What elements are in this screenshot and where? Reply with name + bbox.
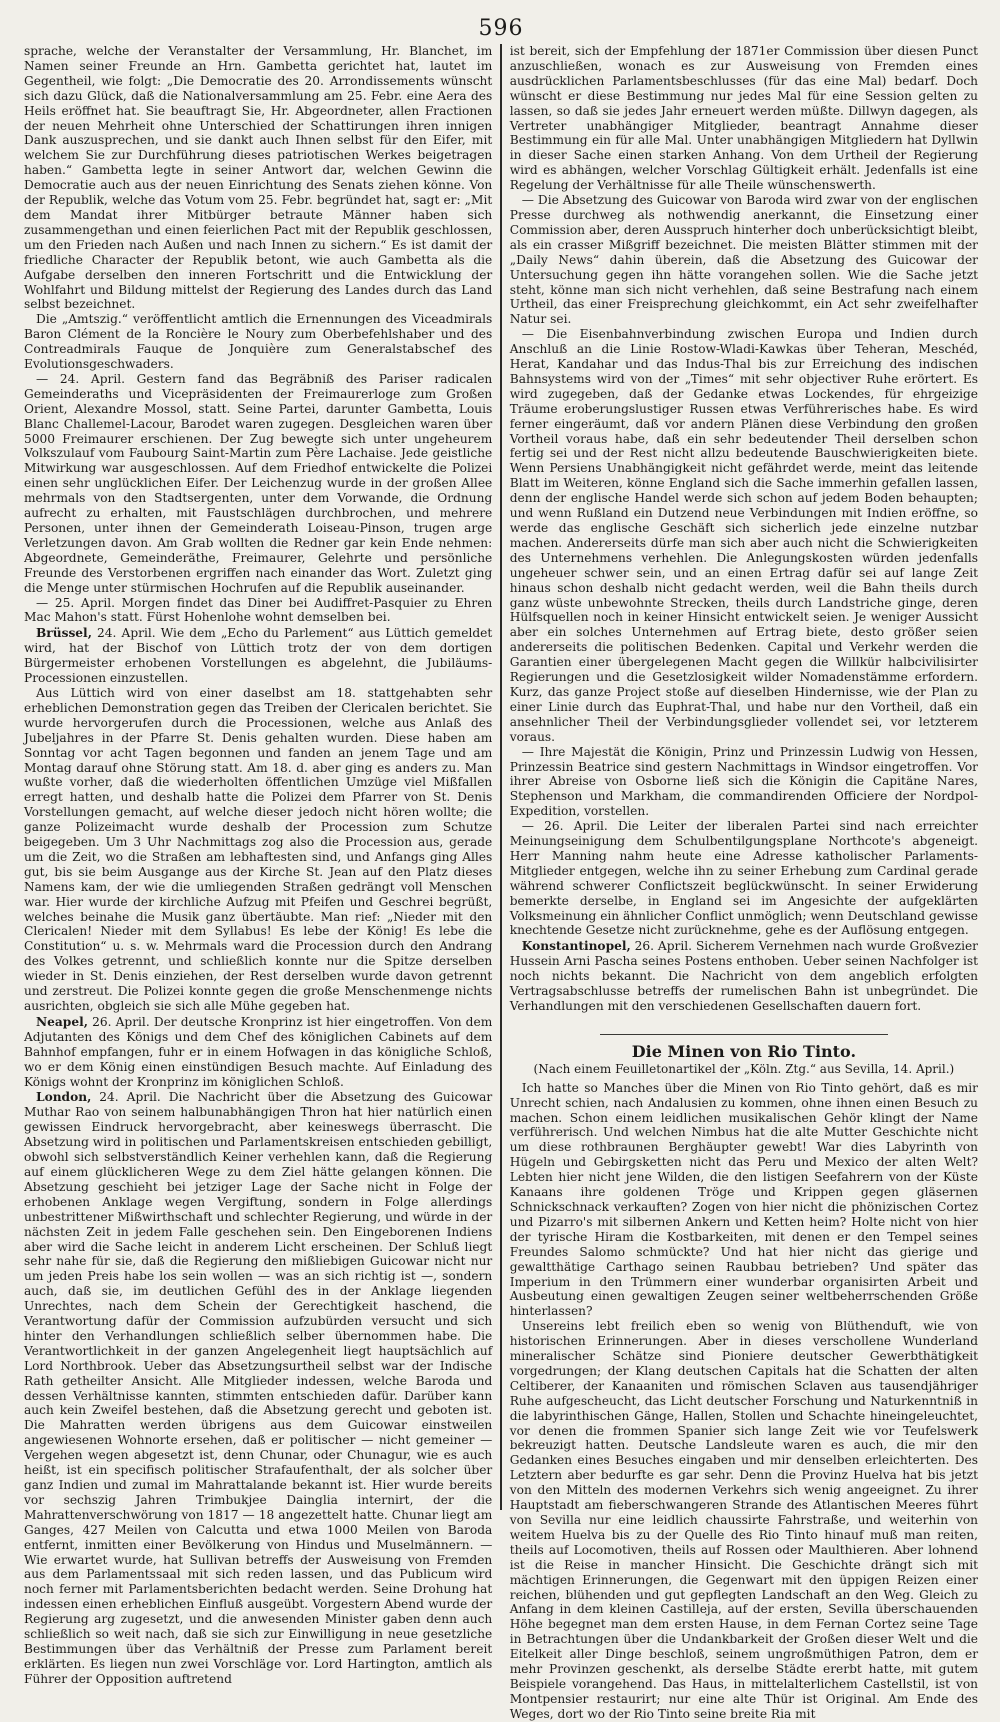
article-paragraph: — 24. April. Gestern fand das Begräbniß des Pariser radicalen Gemeinderaths und Vicepräsidenten der Freimaurerloge zum Großen Orient, Alexandre Mossol, statt. Seine Partei, darunter Gambetta, Louis Blanc Challemel-Lacour, Barodet waren zugegen. Desgleichen waren über 5000 Freimaurer erschienen. Der Zug bewegte sich unter ungeheurem Volkszulauf vom Faubourg Saint-Martin zum Père Lachaise. Jede geistliche Mitwirkung war ausgeschlossen. Auf dem Friedhof entwickelte die Polizei einen sehr unglücklichen Eifer. Der Leichenzug wurde in der großen Allee mehrmals von den Stadtsergenten, unter dem Vorwande, die Ordnung aufrecht zu erhalten, mit Faustschlägen durchbrochen, und mehrere Personen, unter ihnen der Gemeinderath Loiseau-Pinson, trugen arge Verletzungen davon. Am Grab wollten die Redner gar kein Ende nehmen: Abgeordnete, Gemeinderäthe, Freimaurer, Gelehrte und persönliche Freunde des Verstorbenen ergriffen nach einander das Wort. Zuletzt ging die Menge unter stürmischen Hochrufen auf die Republik auseinander. <box>24 371 493 595</box>
column-divider <box>500 44 501 1510</box>
article-paragraph: — Die Absetzung des Guicowar von Baroda wird zwar von der englischen Presse durchweg als nothwendig anerkannt, die Einsetzung einer Commission aber, deren Ausspruch hinterher doch unberücksichtigt bleibt, als ein crasser Mißgriff bezeichnet. Die meisten Blätter stimmen mit der „Daily News“ dahin überein, daß die Absetzung des Guicowar der Untersuchung gegen ihn hätte vorangehen sollen. Wie die Sache jetzt steht, könne man sich nicht verhehlen, daß seine Bestrafung nach einem Urtheil, das einer Freisprechung gleichkommt, ein Act sehr zweifelhafter Natur sei. <box>509 193 979 327</box>
article-paragraph: — Ihre Majestät die Königin, Prinz und Prinzessin Ludwig von Hessen, Prinzessin Beatrice sind gestern Nachmittags in Windsor eingetroffen. Vor ihrer Abreise von Osborne ließ sich die Königin die Capitäne Nares, Stephenson und Markham, die commandirenden Officiere der Nordpol-Expedition, vorstellen. <box>509 744 979 819</box>
dispatch-london <box>24 1090 492 1686</box>
dateline-place: Brüssel, <box>36 626 92 641</box>
dateline-place: Neapel, <box>36 1014 88 1029</box>
feuilleton-title: Die Minen von Rio Tinto. <box>631 1041 857 1061</box>
feuilleton-paragraph: Unsereins lebt freilich eben so wenig von Blüthenduft, wie von historischen Erinnerungen. Aber in dieses verschollene Wunderland mineralischer Schätze sind Pioniere deutscher Gewerbthätigkeit vorgedrungen; der Klang deutschen Capitals hat die Schatten der alten Celtiberer, der Kanaaniten und römischen Sclaven aus tausendjähriger Ruhe aufgescheucht, das Licht deutscher Forschung und Naturkenntniß in die labyrinthischen Gänge, Hallen, Stollen und Schachte hineingeleuchtet, vor denen die frommen Spanier sich lange Zeit wie vor Teufelswerk bekreuzigt hatten. Deutsche Landsleute waren es auch, die mir den Gedanken eines Besuches eingaben und mir denselben erleichterten. Des Letztern aber bedurfte es gar sehr. Denn die Provinz Huelva hat bis jetzt von den Mitteln des modernen Verkehrs sich wenig angeeignet. Zu ihrer Hauptstadt am fieberschwangeren Strande des Atlantischen Meeres führt von Sevilla nur eine leidlich chaussirte Fahrstraße, und weiterhin von weitem Huelva bis zu der Quelle des Rio Tinto hinauf muß man reiten, theils auf Locomotiven, theils auf Rossen oder Maulthieren. Aber lohnend ist die Reise in mancher Hinsicht. Die Geschichte drängt sich mit mächtigen Erinnerungen, die Gegenwart mit den üppigen Reizen einer reichen, blühenden und gut gepflegten Landschaft an den Weg. Gleich zu Anfang in dem kleinen Castilleja, auf der ersten, Sevilla überschauenden Höhe begegnet man dem ersten Hause, in dem Fernan Cortez seine Tage in Betrachtungen über die Undankbarkeit der Großen dieser Welt und die Eitelkeit aller Dinge beschloß, seinem ungroßmüthigen Patron, dem er mehr Provinzen geschenkt, als derselbe Städte ererbt hatte, mit gutem Beispiele vorangehend. Das Haus, in mittelalterlichem Castellstil, ist von Montpensier restaurirt; nur eine alte Thür ist Original. Am Ende des Weges, dort wo der Rio Tinto seine breite Ria mit <box>509 1319 979 1721</box>
dispatch-text: 26. April. Sicherem Vernehmen nach wurde Großvezier Hussein Arni Pascha seines Postens enthoben. Ueber seinen Nachfolger ist noch nichts bekannt. Die Nachricht von dem angeblich erfolgten Vertragsabschlusse betreffs der rumelischen Bahn ist unbegründet. Die Verhandlungen mit den verschiedenen Gesellschaften dauern fort. <box>509 939 979 1013</box>
article-paragraph: — 26. April. Die Leiter der liberalen Partei sind nach erreichter Meinungseinigung dem Schulbentilgungsplane Northcote's abgeneigt. Herr Manning nahm heute eine Adresse katholischer Parlaments-Mitglieder entgegen, welche ihn zu seiner Erhebung zum Cardinal gerade während schwerer Conflictszeit beglückwünscht. In seiner Erwiderung bemerkte derselbe, in England sei im Angesichte der aufgeklärten Volksmeinung ein ähnlicher Conflict unmöglich; wenn Deutschland gewisse knechtende Gesetze nicht zurücknehme, gehe es der Auflösung entgegen. <box>509 819 979 938</box>
dateline-place: London, <box>36 1090 92 1105</box>
article-paragraph: — 25. April. Morgen findet das Diner bei Audiffret-Pasquier zu Ehren Mac Mahon's statt. Fürst Hohenlohe wohnt demselben bei. <box>24 595 493 625</box>
article-paragraph: Aus Lüttich wird von einer daselbst am 18. stattgehabten sehr erheblichen Demonstration gegen das Treiben der Clericalen berichtet. Sie wurde hervorgerufen durch die Processionen, welche aus Anlaß des Jubeljahres in der Pfarre St. Denis gehalten wurden. Diese haben am Sonntag vor acht Tagen begonnen und fanden an jenem Tage und am Montag darauf ohne Störung statt. Am 18. d. aber ging es anders zu. Man wußte vorher, daß die wiederholten öffentlichen Umzüge viel Mißfallen erregt hatten, und deshalb hatte die Polizei dem Pfarrer von St. Denis Vorstellungen gemacht, auf welche dieser jedoch nicht hören wollte; die ganze Polizeimacht wurde deshalb der Procession zum Schutze beigegeben. Um 3 Uhr Nachmittags zog also die Procession aus, gerade um die Zeit, wo die Straßen am lebhaftesten sind, und Anfangs ging Alles gut, bis sie beim Ausgange aus der Kirche St. Jean auf den Platz dieses Namens kam, der wie die umliegenden Straßen gedrängt voll Menschen war. Hier wurde der kirchliche Aufzug mit Pfeifen und Geschrei begrüßt, welches beinahe die Musik ganz übertäubte. Man rief: „Nieder mit den Clericalen! Nieder mit dem Syllabus! Es lebe der König! Es lebe die Constitution“ u. s. w. Mehrmals ward die Procession durch den Andrang des Volkes getrennt, und schließlich konnte nur die Spitze derselben wieder in St. Denis einziehen, der Rest derselben wurde davon getrennt und zerstreut. Die Polizei konnte gegen die große Menschenmenge nichts ausrichten, obgleich sie sich alle Mühe gegeben hat. <box>24 685 493 1013</box>
section-separator <box>600 1020 888 1035</box>
article-paragraph: ist bereit, sich der Empfehlung der 1871er Commission über diesen Punct anzuschließen, wonach es zur Ausweisung von Fremden eines ausdrücklichen Parlamentsbeschlusses (für das eine Mal) bedarf. Doch wünscht er diese Bestimmung nur jedes Mal für eine Session gelten zu lassen, so daß sie jedes Jahr erneuert werden müßte. Dillwyn dagegen, als Vertreter unabhängiger Mitglieder, beantragt Annahme dieser Bestimmung ein für alle Mal. Unter unabhängigen Mitgliedern hat Dyllwin in dieser Sache einen starken Anhang. Von dem Urtheil der Regierung wird es abhängen, welcher Vorschlag Gültigkeit erhält. Jedenfalls ist eine Regelung der Verhältnisse für alle Theile wünschenswerth. <box>509 44 979 193</box>
columns <box>24 44 979 1721</box>
article-paragraph: Die „Amtszig.“ veröffentlicht amtlich die Ernennungen des Viceadmirals Baron Clément de la Roncière le Noury zum Oberbefehlshaber und des Contreadmirals Fauque de Jonquière zum Generalstabschef des Evolutionsgeschwaders. <box>24 312 493 372</box>
feuilleton-subtitle: (Nach einem Feuilletonartikel der „Köln. Ztg.“ aus Sevilla, 14. April.) <box>533 1061 955 1076</box>
feuilleton-paragraph: Ich hatte so Manches über die Minen von Rio Tinto gehört, daß es mir Unrecht schien, nach Andalusien zu kommen, ohne ihnen einen Besuch zu machen. Schon einem leidlichen musikalischen Gehör klingt der Name verführerisch. Und welchen Nimbus hat die alte Mutter Geschichte nicht um diese rothbraunen Berghäupter gewebt! War dies Labyrinth von Hügeln und Gebirgsketten nicht das Peru und Mexico der alten Welt? Lebten hier nicht jene Wilden, die den listigen Seefahrern von der Küste Kanaans ihre goldenen Tröge und Krippen gegen gläsernen Schnickschnack verkauften? Zogen von hier nicht die phönizischen Cortez und Pizarro's mit silbernen Ankern und Ketten heim? Holte nicht von hier der tyrische Hiram die Kostbarkeiten, mit denen er den Tempel seines Freundes Salomo schmückte? Und hat hier nicht das gierige und gewaltthätige Carthago seinen Raubbau betrieben? Und später das Imperium in den Trümmern einer wunderbar organisirten Arbeit und Ausbeutung einen gewaltigen Zeugen seiner weltbeherrschenden Größe hinterlassen? <box>509 1080 979 1319</box>
article-paragraph: sprache, welche der Veranstalter der Versammlung, Hr. Blanchet, im Namen seiner Freunde an Hrn. Gambetta gerichtet hat, lautet im Gegentheil, wie folgt: „Die Democratie des 20. Arrondissements wünscht sich dazu Glück, daß die Nationalversammlung am 25. Febr. eine Aera des Heils eröffnet hat. Sie beauftragt Sie, Hr. Abgeordneter, allen Fractionen der neuen Mehrheit ohne Unterschied der Schattirungen ihren innigen Dank auszusprechen, und sie dankt auch Ihnen selbst für den Eifer, mit welchem Sie zur Durchführung dieses patriotischen Werkes beigetragen haben.“ Gambetta legte in seiner Antwort dar, welchen Gewinn die Democratie auch aus der neuen Einrichtung des Senats ziehen könne. Von der Republik, welche das Votum vom 25. Febr. begründet hat, sagt er: „Mit dem Mandat ihrer Mitbürger betraute Männer haben sich zusammengethan und einen feierlichen Pact mit der Republik geschlossen, um den Frieden nach Außen und nach Innen zu sichern.“ Es ist damit der friedliche Character der Republik betont, wie auch Gambetta als die Aufgabe derselben den inneren Fortschritt und die Entwicklung der Wohlfahrt und Bildung mittelst der Regierung des Landes durch das Land selbst bezeichnet. <box>24 44 493 312</box>
dispatch-text: 24. April. Wie dem „Echo du Parlement“ aus Lüttich gemeldet wird, hat der Bischof von Lüttich trotz der von dem dortigen Bürgermeister erhobenen Vorstellungen es abgelehnt, die Jubiläums-Processionen einzustellen. <box>24 626 493 686</box>
page-number: 596 <box>478 16 524 41</box>
right-column <box>509 44 979 1721</box>
dispatch-neapel <box>24 1015 492 1090</box>
dispatch-text: 26. April. Der deutsche Kronprinz ist hier eingetroffen. Von dem Adjutanten des Königs und dem Chef des königlichen Cabinets auf dem Bahnhof empfangen, fuhr er in einem Hofwagen in das königliche Schloß, wo er dem König einen einstündigen Besuch machte. Auf Einladung des Königs wohnt der Kronprinz im königlichen Schloß. <box>24 1014 493 1089</box>
dispatch-text: 24. April. Die Nachricht über die Absetzung des Guicowar Muthar Rao von seinem halbunabhängigen Thron hat hier natürlich einen gewissen Eindruck hervorgebracht, aber keineswegs überrascht. Die Absetzung wird in politischen und Parlamentskreisen entschieden gebilligt, obwohl sich selbstverständlich Keiner verhehlen kann, daß die Regierung auf einem glücklicheren Wege zu dem Ziel hätte gelangen können. Die Absetzung geschieht bei jetziger Lage der Sache nicht in Folge der erhobenen Anklage wegen Vergiftung, sondern in Folge allerdings unbestrittener Mißwirthschaft und schlechter Regierung, und würde in der nächsten Zeit in jedem Falle geschehen sein. Den Eingeborenen Indiens aber wird die Sache leicht in anderem Licht erscheinen. Der Schluß liegt sehr nahe für sie, daß die Regierung den mißliebigen Guicowar nicht nur um jeden Preis habe los sein wollen — was an sich richtig ist —, sondern auch, daß sie, im deutlichen Gefühl des in der Anklage liegenden Unrechtes, nach dem Schein der Gerechtigkeit haschend, die Verantwortung dafür der Commission aufzubürden versucht und sich hinter den Verhandlungen schließlich selber übernommen habe. Die Verantwortlichkeit in der ganzen Angelegenheit liegt hauptsächlich auf Lord Northbrook. Ueber das Absetzungsurtheil selbst war der Indische Rath getheilter Ansicht. Alle Mitglieder indessen, welche Baroda und dessen Verhältnisse kannten, stimmten entschieden dafür. Darüber kann auch kein Zweifel bestehen, daß die Absetzung gerecht und geboten ist. Die Mahratten werden übrigens aus dem Guicowar einstweilen angewiesenen Wohnorte ersehen, daß er politischer — nicht gemeiner — Vergehen wegen abgesetzt ist, denn Chunar, oder Chunagur, wie es auch heißt, ist ein specifisch politischer Strafaufenthalt, der als solcher über ganz Indien und zumal im Mahrattalande bekannt ist. Hier wurde bereits vor sechszig Jahren Trimbukjee Dainglia internirt, der die Mahrattenverschwörung von 1817 — 18 angezettelt hatte. Chunar liegt am Ganges, 427 Meilen von Calcutta und etwa 1000 Meilen von Baroda entfernt, inmitten einer Bevölkerung von Hindus und Muselmännern. — Wie erwartet wurde, hat Sullivan betreffs der Ausweisung von Fremden aus dem Parlamentssaal mit sich reden lassen, und das Publicum wird noch ferner mit Parlamentsberichten bedacht werden. Seine Drohung hat indessen einen erheblichen Einfluß ausgeübt. Vorgestern Abend wurde der Regierung arg zugesetzt, und die anwesenden Minister gaben denn auch schließlich so weit nach, daß sie sich zur Einwilligung in neue gesetzliche Bestimmungen über das Verhältniß der Presse zum Parlament bereit erklärten. Es liegen nun zwei Vorschläge vor. Lord Hartington, amtlich als Führer der Opposition auftretend <box>24 1090 493 1686</box>
article-paragraph: — Die Eisenbahnverbindung zwischen Europa und Indien durch Anschluß an die Linie Rostow-Wladi-Kawkas über Teheran, Meschéd, Herat, Kandahar und das Indus-Thal bis zur Erreichung des indischen Bahnsystems wird von der „Times“ mit sehr objectiver Ruhe erörtert. Es wird zugegeben, daß der Gedanke etwas Lockendes, für ehrgeizige Träume eroberungslustiger Russen etwas Verführerisches habe. Es wird ferner eingeräumt, daß vor andern Plänen diese Verbindung den großen Vortheil voraus habe, daß ein sehr bedeutender Theil derselben schon fertig sei und der Rest nicht allzu bedeutende Bauschwierigkeiten biete. Wenn Persiens Unabhängigkeit nicht gefährdet werde, meint das leitende Blatt im Weiteren, könne England sich die Sache immerhin gefallen lassen, denn der englische Handel werde sich schon auf jedem Boden behaupten; und wenn Rußland ein Dutzend neue Verbindungen mit Indien eröffne, so werde das englische Geschäft sich sicherlich jede einzelne nutzbar machen. Andererseits dürfe man sich aber auch nicht die Schwierigkeiten des Unternehmens verhehlen. Die Anlegungskosten würden jedenfalls ungeheuer schwer sein, und an einen Ertrag dafür sei auf lange Zeit hinaus schon deshalb nicht gedacht werden, weil die Bahn theils durch ganz wüste unbewohnte Strecken, theils durch Landstriche ginge, deren Hülfsquellen noch in keiner Hinsicht entwickelt seien. Je weniger Aussicht aber ein solches Unternehmen auf Ertrag biete, desto größer seien andererseits die politischen Bedenken. Capital und Verkehr werden die Garantien einer übergelegenen Macht gegen die Willkür halbcivilisirter Regierungen und die Gesetzlosigkeit wilder Nomadenstämme erfordern. Kurz, das ganze Project stoße auf dieselben Hindernisse, wie der Plan zu einer Linie durch das Euphrat-Thal, und habe nur den Vortheil, daß ein ansehnlicher Theil der Verbindungsglieder vollendet sei, vor letzterem voraus. <box>509 327 979 744</box>
dateline-place: Konstantinopel, <box>521 939 631 954</box>
left-column <box>24 44 493 1686</box>
dispatch-konstantinopel <box>510 939 978 1014</box>
dispatch-bruessel <box>24 626 492 686</box>
